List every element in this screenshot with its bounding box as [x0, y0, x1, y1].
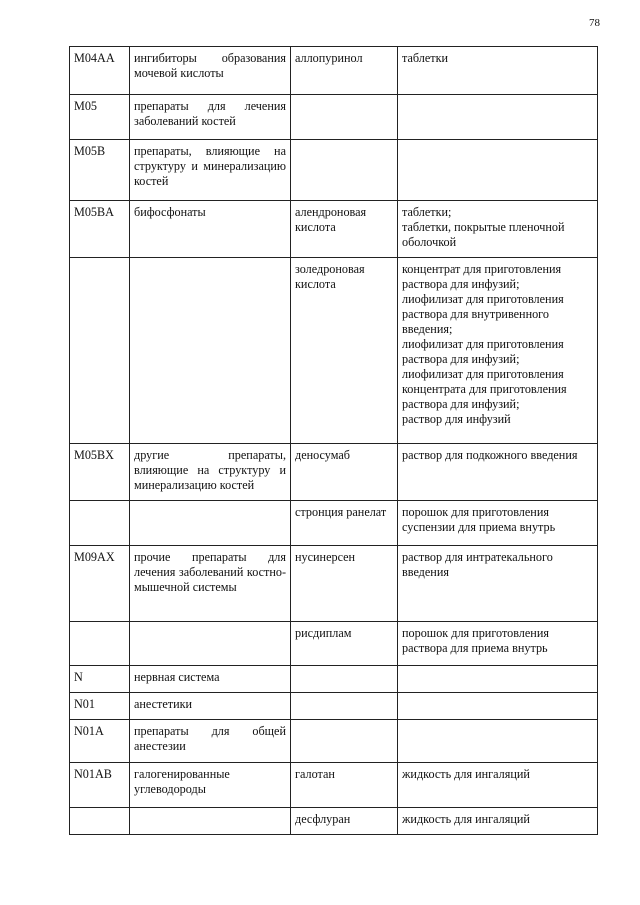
- group-name-cell: бифосфонаты: [130, 201, 291, 258]
- dosage-form-cell: [398, 140, 598, 201]
- dosage-form-cell: [398, 693, 598, 720]
- dosage-form-cell: [398, 666, 598, 693]
- table-row: [70, 258, 598, 444]
- table-row: [70, 720, 598, 763]
- drug-classification-table: [69, 46, 598, 835]
- table-row: [70, 666, 598, 693]
- table-row: [70, 501, 598, 546]
- dosage-form-cell: таблетки: [398, 47, 598, 95]
- dosage-form-cell: [398, 720, 598, 763]
- drug-name-cell: золедроновая кислота: [291, 258, 398, 444]
- atc-code-cell: [70, 501, 130, 546]
- drug-name-cell: [291, 666, 398, 693]
- atc-code-cell: N01: [70, 693, 130, 720]
- group-name-cell: ингибиторы образования мочевой кислоты: [130, 47, 291, 95]
- dosage-form-cell: раствор для подкожного введения: [398, 444, 598, 501]
- table-row: [70, 95, 598, 140]
- drug-name-cell: десфлуран: [291, 808, 398, 835]
- atc-code-cell: M04AA: [70, 47, 130, 95]
- group-name-cell: прочие препараты для лечения заболеваний костно-мышечной системы: [130, 546, 291, 622]
- drug-name-cell: нусинерсен: [291, 546, 398, 622]
- group-name-cell: препараты, влияющие на структуру и минерализацию костей: [130, 140, 291, 201]
- dosage-form-cell: порошок для приготовления раствора для приема внутрь: [398, 622, 598, 666]
- table-row: [70, 693, 598, 720]
- atc-code-cell: N: [70, 666, 130, 693]
- atc-code-cell: M09AX: [70, 546, 130, 622]
- atc-code-cell: M05B: [70, 140, 130, 201]
- drug-name-cell: алендроновая кислота: [291, 201, 398, 258]
- drug-name-cell: деносумаб: [291, 444, 398, 501]
- group-name-cell: препараты для общей анестезии: [130, 720, 291, 763]
- atc-code-cell: [70, 808, 130, 835]
- drug-name-cell: аллопуринол: [291, 47, 398, 95]
- dosage-form-cell: раствор для интратекального введения: [398, 546, 598, 622]
- group-name-cell: [130, 501, 291, 546]
- table-row: [70, 140, 598, 201]
- group-name-cell: [130, 622, 291, 666]
- atc-code-cell: M05: [70, 95, 130, 140]
- dosage-form-cell: концентрат для приготовления раствора для инфузий; лиофилизат для приготовления раствора для внутривенного введения; лиофилизат для приготовления раствора для инфузий; лиофилизат для приготовления концентрата для приготовления раствора для инфузий; раствор для инфузий: [398, 258, 598, 444]
- atc-code-cell: N01A: [70, 720, 130, 763]
- group-name-cell: препараты для лечения заболеваний костей: [130, 95, 291, 140]
- drug-name-cell: галотан: [291, 763, 398, 808]
- dosage-form-cell: жидкость для ингаляций: [398, 808, 598, 835]
- atc-code-cell: N01AB: [70, 763, 130, 808]
- drug-name-cell: рисдиплам: [291, 622, 398, 666]
- atc-code-cell: [70, 622, 130, 666]
- drug-name-cell: [291, 95, 398, 140]
- atc-code-cell: [70, 258, 130, 444]
- dosage-form-cell: [398, 95, 598, 140]
- dosage-form-cell: порошок для приготовления суспензии для приема внутрь: [398, 501, 598, 546]
- drug-name-cell: стронция ранелат: [291, 501, 398, 546]
- table-row: [70, 763, 598, 808]
- drug-name-cell: [291, 720, 398, 763]
- table-row: [70, 546, 598, 622]
- group-name-cell: [130, 808, 291, 835]
- group-name-cell: галогенированные углеводороды: [130, 763, 291, 808]
- atc-code-cell: M05BX: [70, 444, 130, 501]
- table-row: [70, 444, 598, 501]
- table-row: [70, 808, 598, 835]
- dosage-form-cell: таблетки; таблетки, покрытые пленочной оболочкой: [398, 201, 598, 258]
- table-row: [70, 622, 598, 666]
- drug-name-cell: [291, 140, 398, 201]
- table-row: [70, 201, 598, 258]
- group-name-cell: [130, 258, 291, 444]
- group-name-cell: другие препараты, влияющие на структуру и минерализацию костей: [130, 444, 291, 501]
- group-name-cell: анестетики: [130, 693, 291, 720]
- table-row: [70, 47, 598, 95]
- group-name-cell: нервная система: [130, 666, 291, 693]
- drug-name-cell: [291, 693, 398, 720]
- dosage-form-cell: жидкость для ингаляций: [398, 763, 598, 808]
- atc-code-cell: M05BA: [70, 201, 130, 258]
- page-number: 78: [589, 17, 600, 29]
